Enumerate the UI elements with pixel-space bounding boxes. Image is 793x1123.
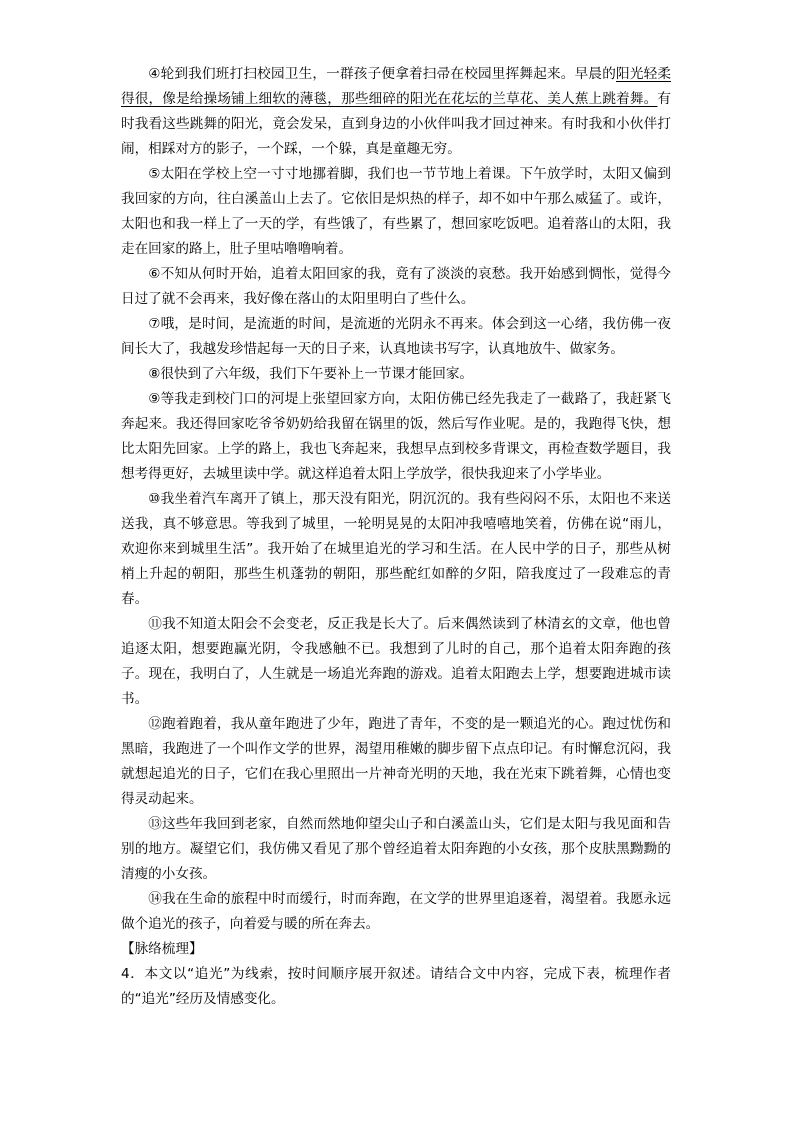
paragraph-4 <box>121 62 671 162</box>
question-4: 4．本文以“追光”为线索，按时间顺序展开叙述。请结合文中内容，完成下表，梳理作者的“追光”经历及情感变化。 <box>121 966 671 1007</box>
underlined-sentence: 阳光轻柔得很，像是给操场铺上细软的薄毯，那些细碎的阳光在花坛的兰草花、美人蕉上跳着舞。 <box>121 66 672 107</box>
paragraph-6: ⑥不知从何时开始，追着太阳回家的我，竟有了淡淡的哀愁。我开始感到惆怅，觉得今日过了就不会再来，我好像在落山的太阳里明白了些什么。 <box>121 266 671 307</box>
paragraph-9: ⑨等我走到校门口的河堤上张望回家方向，太阳仿佛已经先我走了一截路了，我赶紧飞奔起来。我还得回家吃爷爷奶奶给我留在锅里的饭，然后写作业呢。是的，我跑得飞快，想比太阳先回家。上学的路上，我也飞奔起来，我想早点到校多背课文，再检查数学题目，我想考得更好，去城里读中学。就这样追着太阳上学放学，很快我迎来了小学毕业。 <box>121 391 671 482</box>
paragraph-5: ⑤太阳在学校上空一寸寸地挪着脚，我们也一节节地上着课。下午放学时，太阳又偏到我回家的方向，往白溪盖山上去了。它依旧是炽热的样子，却不如中午那么威猛了。或许，太阳也和我一样上了一天的学，有些饿了，有些累了，想回家吃饭吧。追着落山的太阳，我走在回家的路上，肚子里咕噜噜响着。 <box>121 166 671 257</box>
paragraph-14: ⑭我在生命的旅程中时而缓行，时而奔跑，在文学的世界里追逐着，渴望着。我愿永远做个追光的孩子，向着爱与暖的所在奔去。 <box>121 891 671 932</box>
section-heading: 【脉络梳理】 <box>121 941 203 957</box>
article-body <box>121 62 671 1012</box>
paragraph-12: ⑫跑着跑着，我从童年跑进了少年，跑进了青年，不变的是一颗追光的心。跑过忧伤和黑暗，我跑进了一个叫作文学的世界，渴望用稚嫩的脚步留下点点印记。有时懈怠沉闷，我就想起追光的日子，它们在我心里照出一片神奇光明的天地，我在光束下跳着舞，心情也变得灵动起来。 <box>121 716 671 807</box>
paragraph-10: ⑩我坐着汽车离开了镇上，那天没有阳光，阴沉沉的。我有些闷闷不乐，太阳也不来送送我，真不够意思。等我到了城里，一轮明晃晃的太阳冲我嘻嘻地笑着，仿佛在说“雨儿，欢迎你来到城里生活”。我开始了在城里追光的学习和生活。在人民中学的日子，那些从树梢上升起的朝阳，那些生机蓬勃的朝阳，那些酡红如醉的夕阳，陪我度过了一段难忘的青春。 <box>121 491 671 607</box>
paragraph-13: ⑬这些年我回到老家，自然而然地仰望尖山子和白溪盖山头，它们是太阳与我见面和告别的地方。凝望它们，我仿佛又看见了那个曾经追着太阳奔跑的小女孩，那个皮肤黑黝黝的清瘦的小女孩。 <box>121 816 671 882</box>
paragraph-4-lead: ④轮到我们班打扫校园卫生，一群孩子便拿着扫帚在校园里挥舞起来。早晨的 <box>148 66 617 82</box>
paragraph-11: ⑪我不知道太阳会不会变老，反正我是长大了。后来偶然读到了林清玄的文章，他也曾追逐太阳，想要跑赢光阴，令我感触不已。我想到了儿时的自己，那个追着太阳奔跑的孩子。现在，我明白了，人生就是一场追光奔跑的游戏。追着太阳跑去上学，想要跑进城市读书。 <box>121 616 671 707</box>
paragraph-7: ⑦哦，是时间，是流逝的时间，是流逝的光阴永不再来。体会到这一心绪，我仿佛一夜间长大了，我越发珍惜起每一天的日子来，认真地读书写字，认真地放牛、做家务。 <box>121 316 671 357</box>
paragraph-4-rest: 有时我看这些跳舞的阳光，竟会发呆，直到身边的小伙伴叫我才回过神来。有时我和小伙伴打闹，相踩对方的影子，一个踩，一个躲，真是童趣无穷。 <box>121 91 671 157</box>
paragraph-8: ⑧很快到了六年级，我们下午要补上一节课才能回家。 <box>148 366 474 382</box>
